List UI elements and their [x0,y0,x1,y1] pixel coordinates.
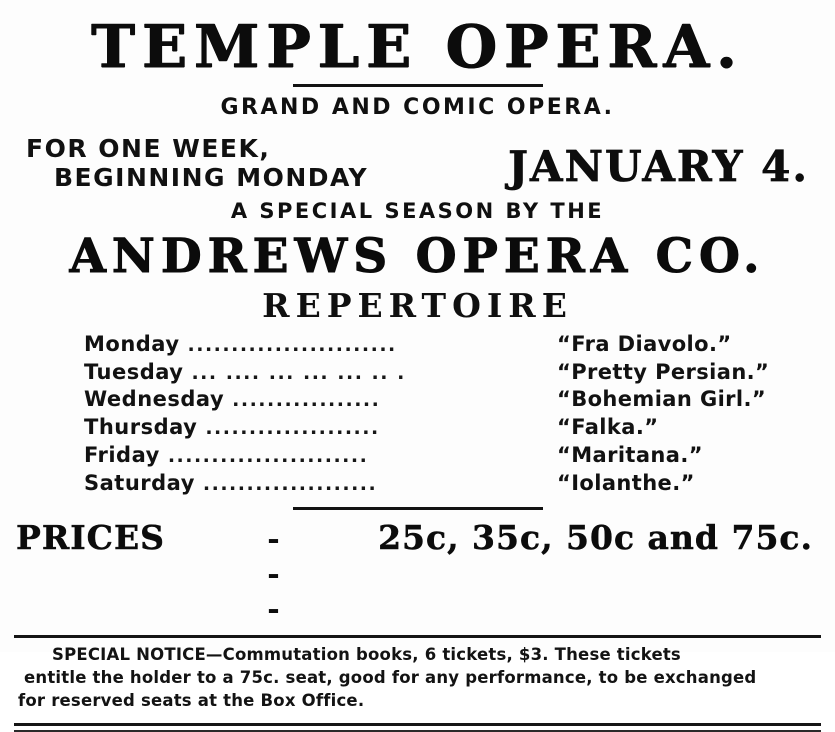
engagement-date: JANUARY 4. [508,141,809,191]
notice-line-3: for reserved seats at the Box Office. [18,690,365,710]
repertoire-list [14,331,821,497]
page-title: TEMPLE OPERA. [91,12,744,81]
repertoire-title: “Iolanthe.” [557,470,695,495]
prices-value: 25c, 35c, 50c and 75c. [378,518,813,558]
repertoire-leader-dots: .................... [202,472,378,495]
notice-line-2: entitle the holder to a 75c. seat, good for any performance, to be exchanged [24,668,757,688]
company-name: ANDREWS OPERA CO. [69,228,766,284]
engagement-duration [20,134,368,193]
repertoire-title: “Fra Diavolo.” [557,331,732,356]
repertoire-day: Monday [84,331,180,356]
repertoire-title: “Bohemian Girl.” [557,387,767,412]
engagement-line-2: BEGINNING MONDAY [54,163,369,193]
repertoire-leader-dots: ................. [232,389,381,412]
divider-middle [293,507,543,510]
divider-top [293,84,543,87]
repertoire-title: “Pretty Persian.” [557,359,770,384]
repertoire-heading: REPERTOIRE [262,285,573,325]
special-season-line: A SPECIAL SEASON BY THE [230,198,605,223]
divider-bottom-secondary [14,730,821,732]
repertoire-leader-dots: ........................ [187,333,397,356]
divider-above-notice [14,635,821,638]
list-item [84,414,807,442]
list-item [84,386,807,414]
divider-bottom [14,723,821,726]
repertoire-leader-dots: ....................... [167,444,369,467]
repertoire-leader-dots: ... .... ... ... ... .. . [191,361,406,384]
prices-dashes: - - - [267,522,324,628]
engagement-line-1: FOR ONE WEEK, [26,133,271,163]
engagement-row [14,134,821,193]
repertoire-leader-dots: .................... [205,417,380,440]
repertoire-day: Thursday [84,415,198,440]
repertoire-day: Wednesday [84,387,225,412]
list-item [84,331,807,359]
prices-label: PRICES [16,518,165,558]
repertoire-day: Friday [84,442,160,467]
repertoire-title: “Maritana.” [557,442,703,467]
repertoire-title: “Falka.” [557,415,659,440]
prices-row [14,516,821,627]
list-item [84,359,807,387]
list-item [84,470,807,498]
subtitle: GRAND AND COMIC OPERA. [220,94,615,120]
repertoire-day: Saturday [84,470,195,495]
list-item [84,442,807,470]
repertoire-day: Tuesday [84,359,184,384]
special-notice [14,644,821,712]
notice-line-1: SPECIAL NOTICE—Commutation books, 6 tickets, $3. These tickets [52,645,681,665]
